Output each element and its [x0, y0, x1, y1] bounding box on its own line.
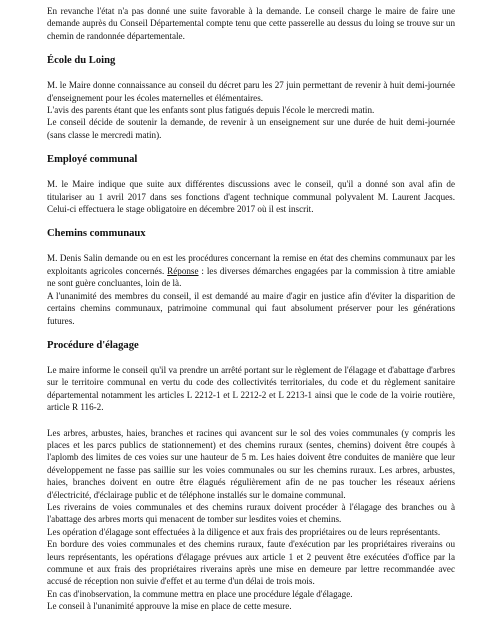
chemins-paragraph-2: A l'unanimité des membres du conseil, il est demandé au maire d'agir en justice afin d'éviter la disparition de certains chemins communaux, patrimoine communal qui faut absolument préserver pour les générations futures.: [47, 290, 455, 326]
intro-paragraph: En revanche l'état n'a pas donné une suite favorable à la demande. Le conseil charge le maire de faire une demande auprès du Conseil Départemental compte tenu que cette passerelle au dessus du loing se trouve sur un chemin de randonnée départementale.: [47, 6, 455, 41]
ecole-paragraph-1: M. le Maire donne connaissance au conseil du décret paru les 27 juin permettant de revenir à huit demi-journée d'enseignement pour les écoles maternelles et élémentaires.: [47, 80, 455, 103]
elagage-paragraph-1: Le maire informe le conseil qu'il va prendre un arrêté portant sur le règlement de l'élagage et d'abattage d'arbres sur le territoire communal en vertu du code des collectivités territoriales, du code et du règlement sanitaire départemental notamment les articles L 2212-1 et L 2212-2 et L 2213-1 ainsi que le code de la voirie routière, article R 116-2.: [47, 364, 455, 413]
elagage-paragraph-2: Les arbres, arbustes, haies, branches et racines qui avancent sur le sol des voies communales (y compris les places et les parcs publics de stationnement) et des chemins ruraux (sentes, chemins) doivent être coupés à l'aplomb des limites de ces voies sur une hauteur de 5 m. Les haies doivent être conduites de manière que leur développement ne fasse pas saillie sur les voies communales ou sur les chemins ruraux. Les arbres, arbustes, haies, branches doivent en outre être élagués régulièrement afin de ne pas toucher les réseaux aériens d'électricité, d'éclairage public et de téléphone installés sur le domaine communal.: [47, 427, 455, 500]
section-title-ecole: École du Loing: [47, 55, 116, 67]
chemins-paragraph-1: [47, 252, 455, 289]
elagage-paragraph-7: Le conseil à l'unanimité approuve la mise en place de cette mesure.: [47, 601, 292, 612]
elagage-paragraph-5: En bordure des voies communales et des chemins ruraux, faute d'exécution par les propriétaires riverains ou leurs représentants, les opérations d'élagage prévues aux article 1 et 2 peuvent être exécutées d'office par la commune et aux frais des propriétaires riverains après une mise en demeure par lettre recommandée avec accusé de réception non suivie d'effet et au terme d'un délai de trois mois.: [47, 539, 455, 587]
reponse-label: Réponse: [167, 265, 199, 276]
section-title-elagage: Procédure d'élagage: [47, 339, 139, 351]
chemins-question: M. Denis Salin demande ou en est les procédures concernant la remise en état des chemins communaux par les exploitants agricoles concernés.: [47, 253, 455, 276]
document-body: [47, 5, 455, 613]
ecole-paragraph-3: Le conseil décide de soutenir la demande, de revenir à un enseignement sur une durée de huit demi-journée (sans classe le mercredi matin).: [47, 117, 455, 140]
elagage-paragraph-6: En cas d'inobservation, la commune mettra en place une procédure légale d'élagage.: [47, 588, 353, 599]
chemins-answer: : les diverses démarches engagées par la commission à titre amiable ne sont guère concluantes, loin de là.: [47, 265, 455, 289]
elagage-paragraph-4: Les opération d'élagage sont effectuées à la diligence et aux frais des propriétaires ou de leurs représentants.: [47, 526, 441, 537]
elagage-paragraph-3: Les riverains de voies communales et des chemins ruraux doivent procéder à l'élagage des branches ou à l'abattage des arbres morts qui menacent de tomber sur lesdites voies et chemins.: [47, 501, 455, 525]
section-title-chemins: Chemins communaux: [47, 228, 146, 240]
employe-paragraph-1: M. le Maire indique que suite aux différentes discussions avec le conseil, qu'il a donné son aval afin de titulariser au 1 avril 2017 dans ses fonctions d'agent technique communal polyvalent M. Laurent Jacques. Celui-ci effectuera le stage obligatoire en décembre 2017 où il est inscrit.: [47, 179, 455, 215]
section-title-employe: Employé communal: [47, 154, 138, 166]
ecole-paragraph-2: L'avis des parents étant que les enfants sont plus fatigués depuis l'école le mercredi matin.: [47, 105, 375, 116]
